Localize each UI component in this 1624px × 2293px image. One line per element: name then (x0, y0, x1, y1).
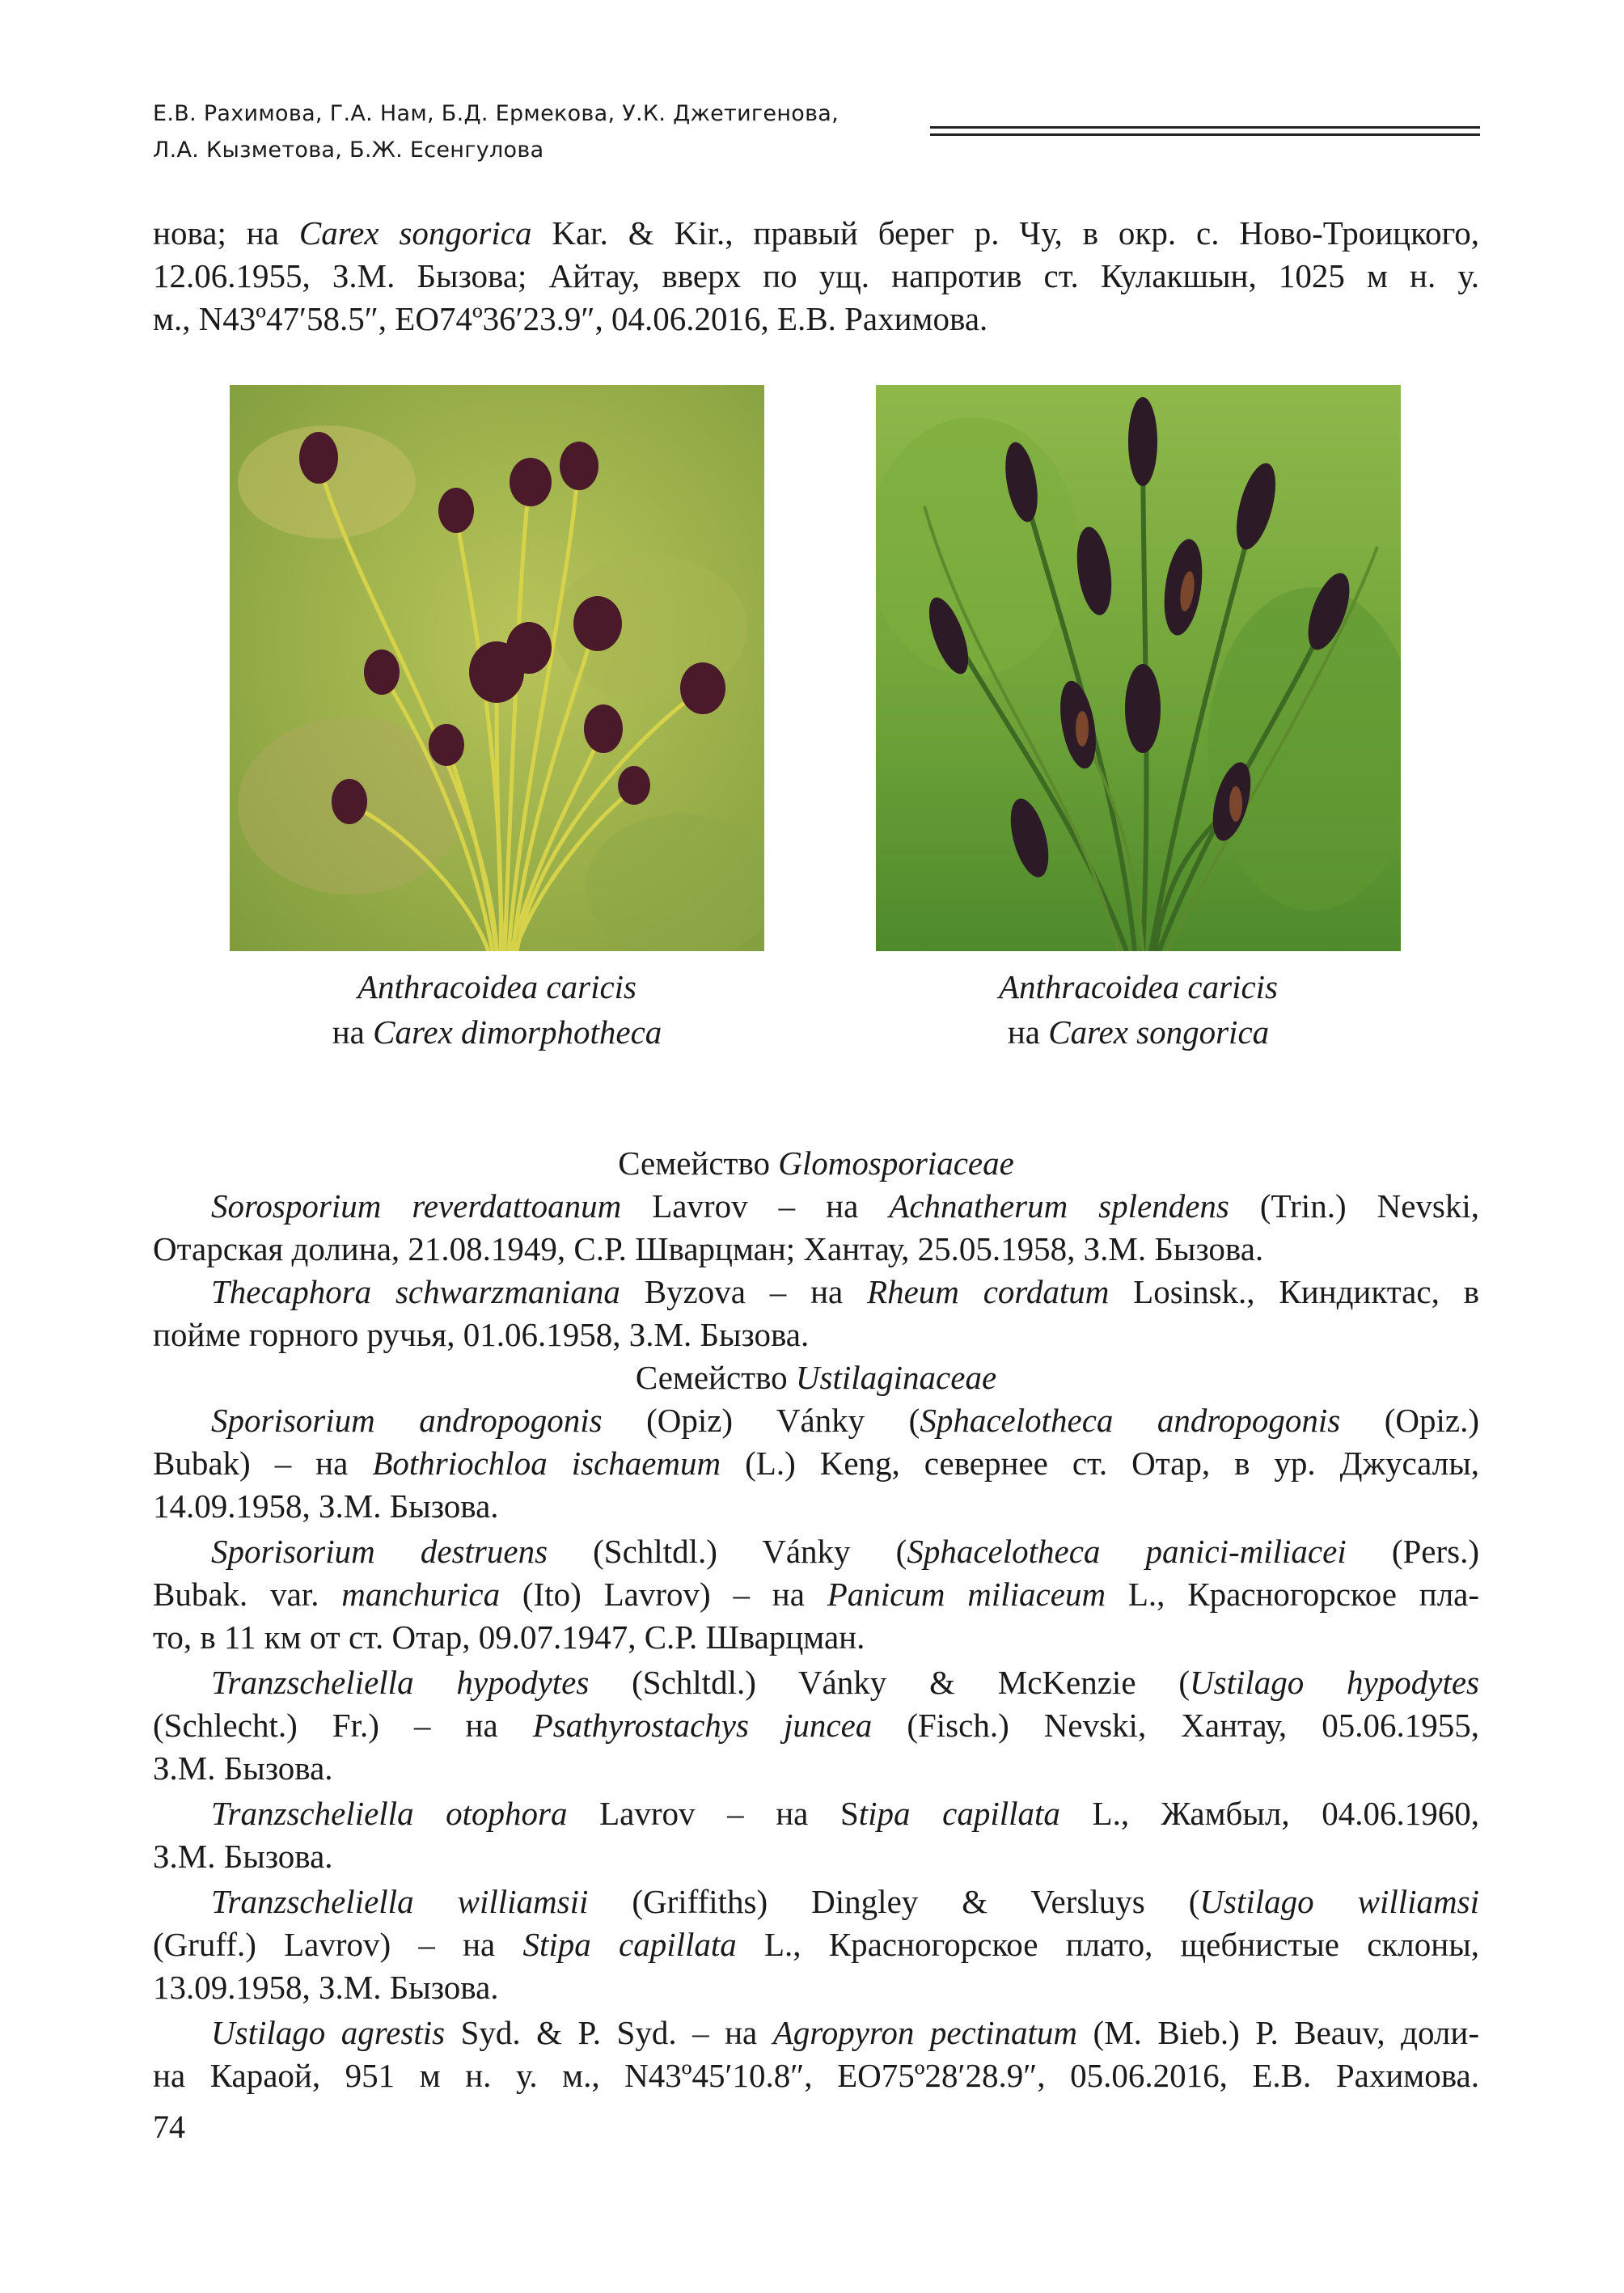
entry-ustilago-agrestis-line-2: на Караой, 951 м н. у. м., N43º45′10.8″, EO75º28′28.9″, 05.06.2016, Е.В. Рахимова. (153, 2057, 1479, 2094)
caption-1-host: Carex dimorphotheca (373, 1013, 662, 1051)
entry-sporisorium-andropogonis-line-3: 14.09.1958, З.М. Бызова. (153, 1487, 499, 1525)
entry-ustilago-agrestis-line-1: Ustilago agrestis Syd. & P. Syd. – на Agropyron pectinatum (M. Bieb.) P. Beauv, доли- (211, 2014, 1479, 2051)
photo-carex-dimorphotheca (230, 385, 764, 951)
caption-1-species: Anthracoidea caricis (357, 968, 637, 1005)
caption-2-host: Carex songorica (1048, 1013, 1270, 1051)
running-header (153, 95, 897, 168)
entry-thecaphora-line-2: пойме горного ручья, 01.06.1958, З.М. Бызова. (153, 1316, 810, 1353)
entry-tranzscheliella-williamsii-line-1: Tranzscheliella williamsii (Griffiths) Dingley & Versluys (Ustilago williamsi (211, 1883, 1480, 1920)
entry-tranzscheliella-hypodytes-line-3: З.М. Бызова. (153, 1749, 333, 1787)
entry-sorosporium-line-2: Отарская долина, 21.08.1949, С.Р. Шварцман; Хантау, 25.05.1958, З.М. Бызова. (153, 1230, 1264, 1267)
entry-sporisorium-andropogonis-line-2: Bubak) – на Bothriochloa ischaemum (L.) Keng, севернее ст. Отар, в ур. Джусалы, (153, 1445, 1479, 1482)
header-rule-bottom (930, 133, 1480, 136)
figure-caption-1: Anthracoidea caricis на Carex dimorphotheca (332, 968, 662, 1051)
entry-tranzscheliella-otophora-line-1: Tranzscheliella otophora Lavrov – на Stipa capillata L., Жамбыл, 04.06.1960, (211, 1795, 1479, 1832)
entry-thecaphora-line-1: Thecaphora schwarzmaniana Byzova – на Rheum cordatum Losinsk., Киндиктас, в (211, 1273, 1479, 1310)
entry-sporisorium-destruens-line-2: Bubak. var. manchurica (Ito) Lavrov) – на Panicum miliaceum L., Красногорское пла- (153, 1576, 1480, 1613)
intro-line-2: 12.06.1955, З.М. Бызова; Айтау, вверх по ущ. напротив ст. Кулакшын, 1025 м н. у. (153, 257, 1479, 294)
entry-tranzscheliella-williamsii-line-3: 13.09.1958, З.М. Бызова. (153, 1969, 499, 2006)
intro-line-3: м., N43º47′58.5″, EO74º36′23.9″, 04.06.2016, Е.В. Рахимова. (153, 300, 988, 337)
entry-sorosporium-line-1: Sorosporium reverdattoanum Lavrov – на Achnatherum splendens (Trin.) Nevski, (211, 1187, 1480, 1225)
page-number: 74 (153, 2109, 185, 2145)
entry-sporisorium-destruens-line-3: то, в 11 км от ст. Отар, 09.07.1947, С.Р. Шварцман. (153, 1618, 865, 1656)
family-heading-glomosporiaceae: Семейство Glomosporiaceae (618, 1144, 1014, 1182)
header-rule-top (930, 126, 1480, 129)
photo-carex-songorica (876, 385, 1401, 951)
figure-caption-2: Anthracoidea caricis на Carex songorica (998, 968, 1279, 1051)
family-heading-ustilaginaceae: Семейство Ustilaginaceae (635, 1359, 997, 1396)
entry-sporisorium-andropogonis-line-1: Sporisorium andropogonis (Opiz) Vánky (Sphacelotheca andropogonis (Opiz.) (211, 1402, 1479, 1439)
entry-sporisorium-destruens-line-1: Sporisorium destruens (Schltdl.) Vánky (Sphacelotheca panici-miliacei (Pers.) (211, 1533, 1479, 1570)
header-authors-line1: Е.В. Рахимова, Г.А. Нам, Б.Д. Ермекова, У.К. Джетигенова, (153, 101, 839, 126)
entry-tranzscheliella-otophora-line-2: З.М. Бызова. (153, 1838, 333, 1875)
entry-tranzscheliella-williamsii-line-2: (Gruff.) Lavrov) – на Stipa capillata L., Красногорское плато, щебнистые склоны, (153, 1926, 1480, 1963)
intro-line-1: нова; на Carex songorica Kar. & Kir., правый берег р. Чу, в окр. с. Ново-Троицкого, (153, 214, 1479, 252)
caption-2-species: Anthracoidea caricis (998, 968, 1279, 1005)
header-authors-line2: Л.А. Кызметова, Б.Ж. Есенгулова (153, 137, 544, 163)
entry-tranzscheliella-hypodytes-line-1: Tranzscheliella hypodytes (Schltdl.) Vánky & McKenzie (Ustilago hypodytes (211, 1664, 1479, 1701)
entry-tranzscheliella-hypodytes-line-2: (Schlecht.) Fr.) – на Psathyrostachys juncea (Fisch.) Nevski, Хантау, 05.06.1955, (153, 1707, 1479, 1744)
